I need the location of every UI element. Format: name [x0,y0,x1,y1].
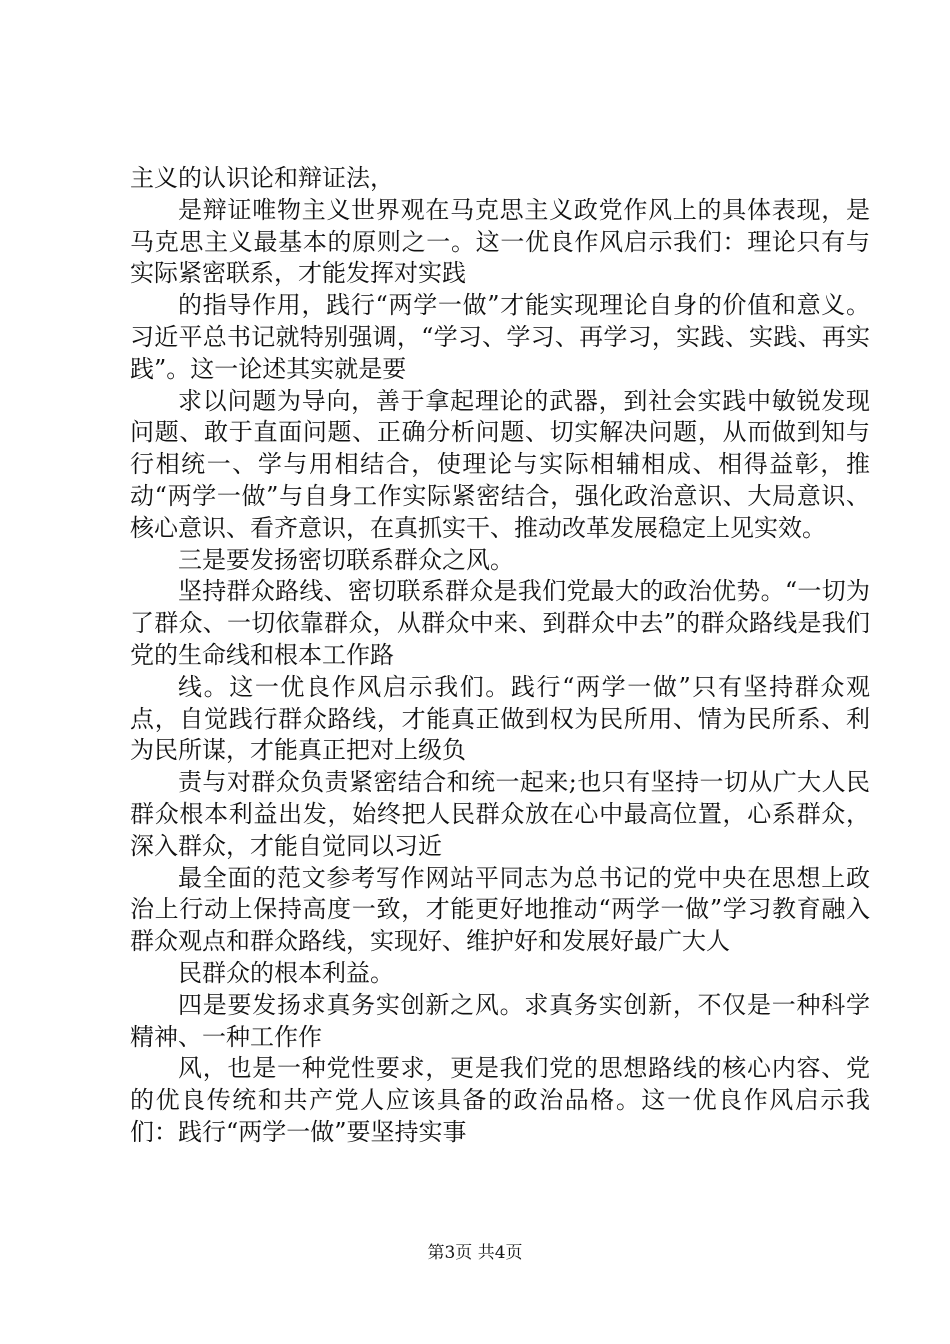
paragraph-8: 责与对群众负责紧密结合和统一起来;也只有坚持一切从广大人民群众根本利益出发，始终把人民群众放在心中最高位置，心系群众，深入群众，才能自觉同以习近 [130,768,870,860]
paragraph-9: 最全面的范文参考写作网站平同志为总书记的党中央在思想上政治上行动上保持高度一致，才能更好地推动“两学一做”学习教育融入群众观点和群众路线，实现好、维护好和发展好最广大人 [130,863,870,956]
page-footer: 第3页 共4页 [427,1243,523,1263]
paragraph-4: 求以问题为导向，善于拿起理论的武器，到社会实践中敏锐发现问题、敢于直面问题、正确分析问题、切实解决问题，从而做到知与行相统一、学与用相结合，使理论与实际相辅相成、相得益彰，推动“两学一做”与自身工作实际紧密结合，强化政治意识、大局意识、核心意识、看齐意识，在真抓实干、推动改革发展稳定上见实效。 [130,386,870,542]
document-body [130,163,870,1149]
paragraph-2: 是辩证唯物主义世界观在马克思主义政党作风上的具体表现，是马克思主义最基本的原则之一。这一优良作风启示我们：理论只有与实际紧密联系，才能发挥对实践 [130,195,870,288]
paragraph-3: 的指导作用，践行“两学一做”才能实现理论自身的价值和意义。习近平总书记就特别强调，“学习、学习、再学习，实践、实践、再实践”。这一论述其实就是要 [130,291,870,383]
paragraph-12: 风，也是一种党性要求，更是我们党的思想路线的核心内容、党的优良传统和共产党人应该具备的政治品格。这一优良作风启示我们：践行“两学一做”要坚持实事 [130,1054,870,1146]
paragraph-7: 线。这一优良作风启示我们。践行“两学一做”只有坚持群众观点，自觉践行群众路线，才能真正做到权为民所用、情为民所系、利为民所谋，才能真正把对上级负 [130,672,870,765]
paragraph-5-heading: 三是要发扬密切联系群众之风。 [178,545,514,574]
paragraph-1: 主义的认识论和辩证法， [130,164,394,192]
paragraph-11-heading: 四是要发扬求真务实创新之风。求真务实创新，不仅是一种科学精神、一种工作作 [130,990,870,1051]
paragraph-10: 民群众的根本利益。 [178,958,394,987]
paragraph-6: 坚持群众路线、密切联系群众是我们党最大的政治优势。“一切为了群众、一切依靠群众，从群众中来、到群众中去”的群众路线是我们党的生命线和根本工作路 [130,577,870,669]
